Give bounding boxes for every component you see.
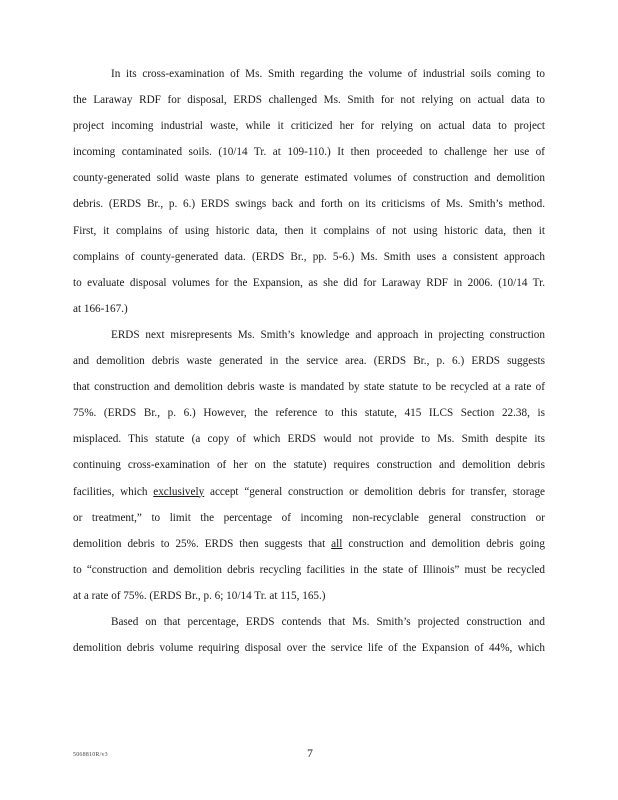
text-line: In its cross-examination of Ms. Smith regarding the volume of industrial soils coming to xyxy=(111,68,545,80)
text-line: 75%. (ERDS Br., p. 6.) However, the reference to this statute, 415 ILCS Section 22.38, is xyxy=(73,407,545,420)
text-line: project incoming industrial waste, while it criticized her for relying on actual data to project xyxy=(73,120,545,133)
text-line: incoming contaminated soils. (10/14 Tr. at 109-110.) It then proceeded to challenge her use of xyxy=(73,146,545,159)
paragraph-3 xyxy=(73,609,545,661)
text-line: First, it complains of using historic data, then it complains of not using historic data, then it xyxy=(73,224,545,237)
text-line: at a rate of 75%. (ERDS Br., p. 6; 10/14 Tr. at 115, 165.) xyxy=(73,589,326,602)
text-line: misplaced. This statute (a copy of which ERDS would not provide to Ms. Smith despite its xyxy=(73,433,545,446)
text-run: demolition debris to 25%. ERDS then suggests that xyxy=(73,537,332,550)
paragraph-2 xyxy=(73,322,545,609)
text-line xyxy=(73,479,545,505)
text-line xyxy=(73,531,545,557)
paragraph-1 xyxy=(73,61,545,322)
document-id: 5068810R/v3 xyxy=(73,752,108,758)
text-line: ERDS next misrepresents Ms. Smith’s knowledge and approach in projecting construction xyxy=(111,328,545,341)
text-line: debris. (ERDS Br., p. 6.) ERDS swings back and forth on its criticisms of Ms. Smith’s method. xyxy=(73,198,545,211)
text-line: or treatment,” to limit the percentage of incoming non-recyclable general construction or xyxy=(73,511,545,524)
text-run: facilities, which xyxy=(73,485,154,498)
text-line: at 166-167.) xyxy=(73,302,128,315)
text-line: to “construction and demolition debris recycling facilities in the state of Illinois” must be recycled xyxy=(73,563,545,576)
text-line: the Laraway RDF for disposal, ERDS challenged Ms. Smith for not relying on actual data to xyxy=(73,94,545,107)
text-line: that construction and demolition debris waste is mandated by state statute to be recycled at a rate of xyxy=(73,381,545,394)
text-line: Based on that percentage, ERDS contends that Ms. Smith’s projected construction and xyxy=(111,615,545,628)
text-line: demolition debris volume requiring disposal over the service life of the Expansion of 44%, which xyxy=(73,642,545,655)
text-line: and demolition debris waste generated in the service area. (ERDS Br., p. 6.) ERDS suggests xyxy=(73,355,545,368)
underlined-emphasis: all xyxy=(331,537,343,550)
text-line: continuing cross-examination of her on the statute) requires construction and demolition debris xyxy=(73,459,545,472)
body-text xyxy=(73,61,545,661)
text-run: accept “general construction or demolition debris for transfer, storage xyxy=(204,485,546,498)
text-line: complains of county-generated data. (ERDS Br., pp. 5-6.) Ms. Smith uses a consistent approach xyxy=(73,250,545,263)
text-run: construction and demolition debris going xyxy=(342,537,545,550)
page-number: 7 xyxy=(307,748,313,760)
underlined-emphasis: exclusively xyxy=(153,485,205,498)
text-line: to evaluate disposal volumes for the Expansion, as she did for Laraway RDF in 2006. (10/14 Tr. xyxy=(73,276,545,289)
text-line: county-generated solid waste plans to generate estimated volumes of construction and demolition xyxy=(73,172,545,185)
